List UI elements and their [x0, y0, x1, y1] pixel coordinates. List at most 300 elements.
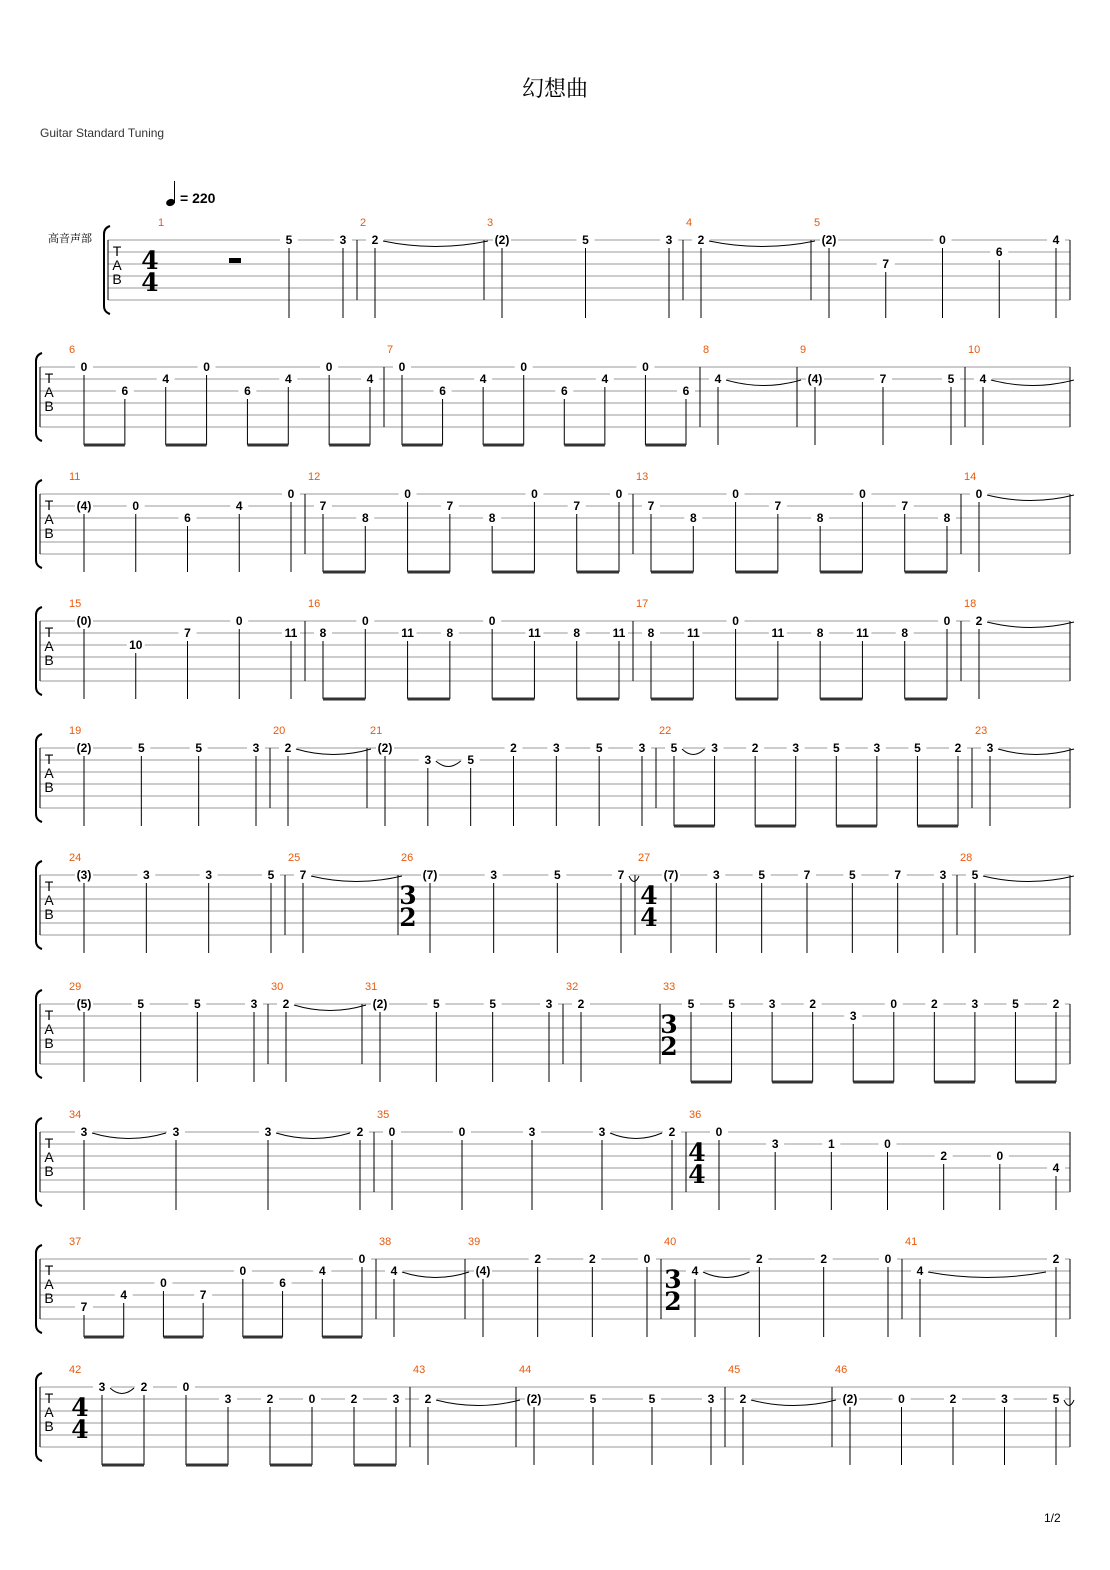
measure-number: 27 — [638, 852, 651, 864]
fret-number: 0 — [898, 1392, 905, 1406]
fret-number: 2 — [1052, 1252, 1060, 1266]
fret-number: 0 — [160, 1276, 167, 1290]
fret-number: 5 — [832, 741, 840, 755]
fret-number: 4 — [479, 372, 487, 386]
measure-number: 40 — [664, 1236, 677, 1248]
tab-clef-letter: B — [44, 779, 54, 795]
fret-number: 5 — [758, 868, 766, 882]
fret-number: 0 — [325, 360, 333, 374]
fret-number: 0 — [642, 360, 649, 374]
fret-number: 3 — [707, 1392, 715, 1406]
fret-number: 2 — [751, 741, 759, 755]
fret-number: 0 — [732, 614, 739, 628]
fret-number: (7) — [422, 868, 438, 882]
measure-number: 17 — [636, 598, 649, 610]
fret-number: 0 — [398, 360, 406, 374]
fret-number: 4 — [162, 372, 170, 386]
fret-number: 3 — [971, 997, 979, 1011]
tab-system — [104, 217, 1070, 318]
measure-number: 38 — [379, 1236, 392, 1248]
fret-number: 0 — [975, 487, 983, 501]
fret-number: 4 — [601, 372, 609, 386]
system-bracket — [36, 1373, 42, 1461]
fret-number: 1 — [827, 1137, 835, 1151]
tab-clef-letter: A — [44, 1149, 54, 1165]
fret-number: 3 — [849, 1009, 857, 1023]
fret-number: 8 — [319, 626, 327, 640]
tab-clef-letter: A — [44, 511, 54, 527]
fret-number: (2) — [526, 1392, 542, 1406]
tie-arc — [402, 1272, 469, 1278]
tie-arc — [703, 1272, 749, 1278]
measure-number: 45 — [728, 1364, 741, 1376]
fret-number: 6 — [682, 384, 690, 398]
tab-clef-letter: A — [44, 1021, 54, 1037]
fret-number: 6 — [279, 1276, 286, 1290]
tab-clef-letter: A — [44, 384, 54, 400]
tab-clef-letter: T — [44, 1135, 54, 1151]
measure-number: 6 — [69, 344, 76, 356]
tie-arc — [294, 1005, 366, 1011]
tie-arc — [436, 1400, 520, 1406]
measure-number: 22 — [659, 725, 672, 737]
fret-number: 0 — [358, 1252, 366, 1266]
tie-arc — [92, 1133, 166, 1139]
fret-number: 11 — [401, 626, 414, 640]
fret-number: 3 — [665, 233, 673, 247]
fret-number: 4 — [1052, 233, 1060, 247]
fret-number: 5 — [467, 753, 475, 767]
tab-system — [36, 598, 1074, 699]
fret-number: 0 — [520, 360, 528, 374]
fret-number: 5 — [947, 372, 955, 386]
tab-clef-letter: T — [44, 624, 54, 640]
fret-number: 0 — [182, 1380, 190, 1394]
fret-number: 2 — [949, 1392, 957, 1406]
fret-number: 8 — [816, 511, 824, 525]
system-bracket — [104, 226, 110, 314]
fret-number: 11 — [686, 626, 700, 640]
fret-number: 0 — [884, 1137, 891, 1151]
fret-number: 0 — [531, 487, 538, 501]
tempo-equals: = — [180, 190, 189, 206]
time-signature-denominator: 4 — [71, 1415, 89, 1444]
tab-system — [36, 725, 1074, 826]
fret-number: 0 — [939, 233, 946, 247]
fret-number: 5 — [137, 997, 145, 1011]
fret-number: 6 — [439, 384, 446, 398]
fret-number: 4 — [1052, 1161, 1060, 1175]
fret-number: 2 — [940, 1149, 948, 1163]
fret-number: 5 — [582, 233, 589, 247]
tie-arc — [629, 876, 639, 882]
tab-clef-letter: B — [44, 1418, 54, 1434]
fret-number: 0 — [308, 1392, 316, 1406]
fret-number: 2 — [140, 1380, 148, 1394]
measure-number: 14 — [964, 471, 977, 483]
fret-number: 7 — [901, 499, 909, 513]
fret-number: 6 — [995, 245, 1003, 259]
measure-number: 35 — [377, 1109, 390, 1121]
measure-number: 36 — [689, 1109, 702, 1121]
fret-number: 4 — [916, 1264, 924, 1278]
fret-number: 3 — [768, 997, 776, 1011]
tab-clef-letter: T — [112, 243, 122, 259]
tab-system — [36, 471, 1074, 572]
tab-clef-letter: B — [44, 1290, 54, 1306]
measure-number: 5 — [814, 217, 821, 229]
measure-number: 28 — [960, 852, 973, 864]
fret-number: 7 — [446, 499, 454, 513]
measure-number: 30 — [271, 981, 284, 993]
fret-number: 0 — [884, 1252, 892, 1266]
measure-number: 19 — [69, 725, 82, 737]
fret-number: 7 — [879, 372, 887, 386]
measure-number: 41 — [905, 1236, 918, 1248]
measure-number: 4 — [686, 217, 693, 229]
fret-number: (2) — [76, 741, 92, 755]
fret-number: 5 — [553, 868, 561, 882]
fret-number: 7 — [319, 499, 327, 513]
fret-number: 6 — [244, 384, 251, 398]
fret-number: 2 — [510, 741, 517, 755]
fret-number: 7 — [803, 868, 811, 882]
fret-number: 0 — [132, 499, 140, 513]
fret-number: 0 — [80, 360, 88, 374]
measure-number: 25 — [288, 852, 301, 864]
fret-number: (5) — [76, 997, 92, 1011]
fret-number: 6 — [184, 511, 191, 525]
fret-number: 4 — [691, 1264, 699, 1278]
fret-number: 3 — [1001, 1392, 1008, 1406]
fret-number: 7 — [647, 499, 655, 513]
fret-number: 3 — [264, 1125, 272, 1139]
fret-number: 2 — [534, 1252, 542, 1266]
fret-number: 3 — [552, 741, 560, 755]
fret-number: 3 — [528, 1125, 536, 1139]
fret-number: 2 — [1052, 997, 1060, 1011]
measure-number: 33 — [663, 981, 676, 993]
fret-number: 0 — [404, 487, 411, 501]
system-bracket — [36, 353, 42, 441]
fret-number: 3 — [711, 741, 718, 755]
fret-number: 5 — [595, 741, 603, 755]
fret-number: 8 — [488, 511, 496, 525]
fret-number: 2 — [809, 997, 817, 1011]
time-signature-denominator: 4 — [640, 903, 658, 932]
fret-number: 7 — [199, 1288, 207, 1302]
tab-clef-letter: B — [44, 1163, 54, 1179]
tuning-label: Guitar Standard Tuning — [40, 126, 165, 140]
tab-clef-letter: A — [44, 892, 54, 908]
measure-number: 46 — [835, 1364, 848, 1376]
tab-clef-letter: A — [112, 257, 122, 273]
fret-number: 0 — [615, 487, 623, 501]
fret-number: 4 — [120, 1288, 128, 1302]
fret-number: 5 — [971, 868, 979, 882]
fret-number: 5 — [137, 741, 145, 755]
measure-number: 44 — [519, 1364, 532, 1376]
fret-number: 5 — [193, 997, 201, 1011]
tab-clef-letter: T — [44, 751, 54, 767]
tie-arc — [928, 1272, 1046, 1278]
measure-number: 24 — [69, 852, 82, 864]
system-bracket — [36, 861, 42, 949]
fret-number: (7) — [663, 868, 679, 882]
fret-number: 5 — [687, 997, 695, 1011]
half-rest — [229, 258, 241, 263]
fret-number: 5 — [267, 868, 275, 882]
fret-number: 5 — [670, 741, 678, 755]
fret-number: 3 — [224, 1392, 232, 1406]
fret-number: 0 — [643, 1252, 651, 1266]
fret-number: 2 — [820, 1252, 828, 1266]
fret-number: 2 — [356, 1125, 364, 1139]
measure-number: 18 — [964, 598, 977, 610]
fret-number: 7 — [894, 868, 902, 882]
measure-number: 32 — [566, 981, 579, 993]
tab-clef-letter: B — [44, 1035, 54, 1051]
fret-number: 4 — [979, 372, 987, 386]
tab-clef-letter: B — [44, 525, 54, 541]
fret-number: 0 — [458, 1125, 466, 1139]
fret-number: 10 — [129, 638, 143, 652]
fret-number: 0 — [890, 997, 898, 1011]
fret-number: 11 — [771, 626, 785, 640]
tab-clef-letter: T — [44, 370, 54, 386]
tie-arc — [726, 380, 801, 386]
fret-number: 2 — [588, 1252, 596, 1266]
fret-number: 3 — [638, 741, 646, 755]
fret-number: 2 — [739, 1392, 747, 1406]
fret-number: 0 — [996, 1149, 1004, 1163]
fret-number: 3 — [142, 868, 150, 882]
time-signature-denominator: 2 — [664, 1287, 682, 1316]
fret-number: 5 — [195, 741, 203, 755]
time-signature-numerator: 3 — [660, 1010, 678, 1039]
tab-system — [36, 981, 1070, 1082]
tab-clef-letter: B — [44, 652, 54, 668]
fret-number: (2) — [494, 233, 510, 247]
fret-number: 5 — [648, 1392, 656, 1406]
fret-number: 5 — [848, 868, 856, 882]
measure-number: 12 — [308, 471, 321, 483]
tab-clef-letter: B — [44, 398, 54, 414]
fret-number: 5 — [1052, 1392, 1060, 1406]
fret-number: 5 — [285, 233, 293, 247]
tie-arc — [110, 1388, 134, 1394]
fret-number: 7 — [573, 499, 581, 513]
measure-number: 13 — [636, 471, 649, 483]
fret-number: 3 — [172, 1125, 180, 1139]
fret-number: 3 — [771, 1137, 779, 1151]
time-signature-numerator: 3 — [664, 1265, 682, 1294]
fret-number: (2) — [821, 233, 837, 247]
tab-system — [36, 1236, 1070, 1337]
tab-clef-letter: B — [44, 906, 54, 922]
fret-number: 8 — [446, 626, 454, 640]
tab-clef-letter: T — [44, 1262, 54, 1278]
tie-arc — [383, 241, 488, 247]
measure-number: 43 — [413, 1364, 426, 1376]
tab-system — [36, 1364, 1074, 1465]
measure-number: 8 — [703, 344, 710, 356]
fret-number: 3 — [392, 1392, 400, 1406]
measure-number: 34 — [69, 1109, 82, 1121]
fret-number: 3 — [545, 997, 553, 1011]
fret-number: 8 — [573, 626, 581, 640]
measure-number: 9 — [800, 344, 807, 356]
system-bracket — [36, 1118, 42, 1206]
fret-number: 0 — [715, 1125, 723, 1139]
system-bracket — [36, 480, 42, 568]
fret-number: 3 — [339, 233, 347, 247]
measure-number: 7 — [387, 344, 394, 356]
measure-number: 37 — [69, 1236, 82, 1248]
measure-number: 21 — [370, 725, 383, 737]
fret-number: 3 — [939, 868, 947, 882]
fret-number: 0 — [203, 360, 210, 374]
fret-number: 3 — [205, 868, 213, 882]
tab-clef-letter: T — [44, 1007, 54, 1023]
fret-number: 2 — [930, 997, 938, 1011]
fret-number: (2) — [372, 997, 388, 1011]
system-bracket — [36, 990, 42, 1078]
time-signature-numerator: 4 — [71, 1393, 89, 1422]
fret-number: 2 — [577, 997, 585, 1011]
fret-number: 3 — [424, 753, 432, 767]
tie-arc — [610, 1133, 662, 1139]
measure-number: 31 — [365, 981, 378, 993]
fret-number: 7 — [184, 626, 191, 640]
fret-number: 3 — [80, 1125, 88, 1139]
tab-system — [36, 344, 1074, 445]
fret-number: (2) — [842, 1392, 858, 1406]
fret-number: 2 — [668, 1125, 676, 1139]
tab-clef-letter: T — [44, 878, 54, 894]
tempo-bpm: 220 — [192, 190, 216, 206]
tab-clef-letter: T — [44, 1390, 54, 1406]
fret-number: 5 — [1012, 997, 1019, 1011]
fret-number: 5 — [728, 997, 735, 1011]
fret-number: 7 — [882, 257, 890, 271]
fret-number: 2 — [371, 233, 379, 247]
fret-number: 2 — [424, 1392, 432, 1406]
tie-arc — [276, 1133, 350, 1139]
tie-arc — [987, 622, 1074, 628]
fret-number: 5 — [432, 997, 440, 1011]
time-signature-denominator: 4 — [141, 268, 159, 297]
tab-clef-letter: T — [44, 497, 54, 513]
tab-system — [36, 852, 1074, 953]
fret-number: 4 — [366, 372, 374, 386]
time-signature-denominator: 2 — [660, 1032, 678, 1061]
fret-number: 2 — [975, 614, 983, 628]
tie-arc — [1064, 1400, 1074, 1406]
measure-number: 39 — [468, 1236, 481, 1248]
tie-arc — [436, 761, 461, 767]
fret-number: 5 — [489, 997, 497, 1011]
fret-number: 5 — [589, 1392, 597, 1406]
measure-number: 42 — [69, 1364, 82, 1376]
fret-number: 4 — [714, 372, 722, 386]
fret-number: 2 — [282, 997, 290, 1011]
fret-number: 0 — [488, 614, 496, 628]
fret-number: 3 — [250, 997, 258, 1011]
tie-arc — [751, 1400, 836, 1406]
measure-number: 1 — [158, 217, 165, 229]
fret-number: 2 — [954, 741, 962, 755]
fret-number: (4) — [76, 499, 92, 513]
fret-number: 4 — [318, 1264, 326, 1278]
fret-number: (2) — [377, 741, 393, 755]
fret-number: 5 — [914, 741, 921, 755]
fret-number: 6 — [121, 384, 129, 398]
measure-number: 10 — [968, 344, 981, 356]
tab-clef-letter: A — [44, 1276, 54, 1292]
system-bracket — [36, 734, 42, 822]
tie-arc — [311, 876, 402, 882]
fret-number: 2 — [697, 233, 705, 247]
measure-number: 29 — [69, 981, 82, 993]
fret-number: 3 — [490, 868, 498, 882]
score-title: 幻想曲 — [521, 77, 588, 102]
measure-number: 16 — [308, 598, 321, 610]
tie-arc — [296, 749, 371, 755]
fret-number: 3 — [873, 741, 881, 755]
fret-number: 0 — [943, 614, 951, 628]
fret-number: 7 — [299, 868, 307, 882]
tie-arc — [709, 241, 815, 247]
instrument-name: 高音声部 — [48, 232, 92, 245]
fret-number: 4 — [284, 372, 292, 386]
fret-number: 7 — [774, 499, 782, 513]
tie-arc — [983, 876, 1074, 882]
fret-number: 0 — [235, 614, 243, 628]
measure-number: 3 — [487, 217, 494, 229]
fret-number: 2 — [284, 741, 292, 755]
fret-number: 8 — [901, 626, 909, 640]
time-signature-numerator: 4 — [688, 1138, 706, 1167]
fret-number: (3) — [76, 868, 92, 882]
measure-number: 26 — [401, 852, 414, 864]
tie-arc — [682, 749, 705, 755]
time-signature-denominator: 2 — [399, 903, 417, 932]
fret-number: 2 — [755, 1252, 763, 1266]
time-signature-numerator: 3 — [399, 881, 417, 910]
tab-clef-letter: A — [44, 765, 54, 781]
fret-number: 11 — [856, 626, 869, 640]
fret-number: 0 — [388, 1125, 396, 1139]
time-signature-denominator: 4 — [688, 1160, 706, 1189]
measure-number: 23 — [975, 725, 988, 737]
fret-number: 3 — [252, 741, 260, 755]
measure-number: 11 — [69, 471, 81, 483]
fret-number: 8 — [647, 626, 655, 640]
fret-number: 8 — [943, 511, 951, 525]
time-signature-numerator: 4 — [141, 246, 159, 275]
fret-number: 0 — [287, 487, 295, 501]
fret-number: 0 — [361, 614, 369, 628]
fret-number: (4) — [475, 1264, 491, 1278]
measure-number: 2 — [360, 217, 367, 229]
fret-number: 0 — [239, 1264, 247, 1278]
fret-number: (0) — [76, 614, 92, 628]
tie-arc — [987, 495, 1074, 501]
fret-number: 3 — [598, 1125, 606, 1139]
fret-number: 4 — [235, 499, 243, 513]
fret-number: 7 — [617, 868, 625, 882]
